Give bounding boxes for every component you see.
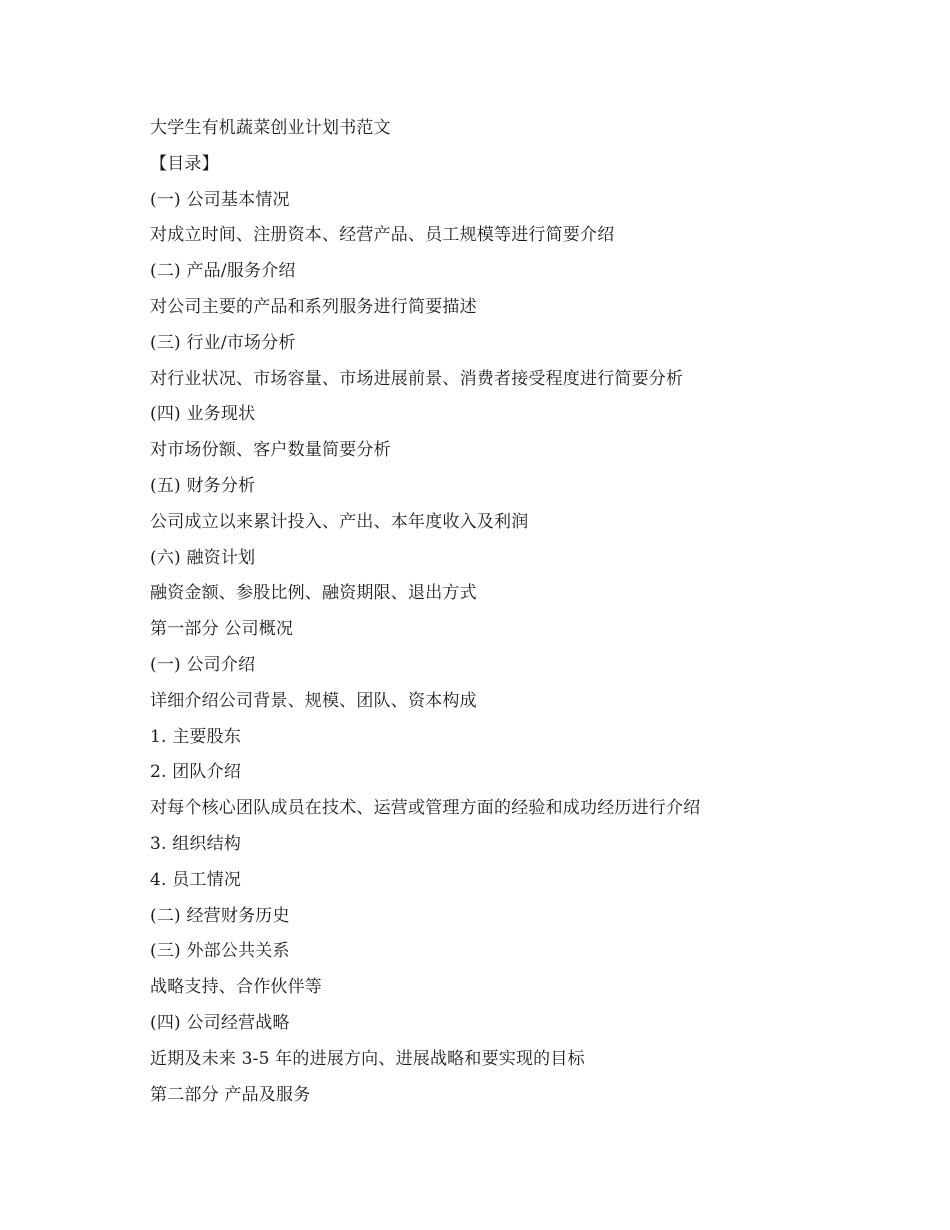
toc-item-1-desc: 对成立时间、注册资本、经营产品、员工规模等进行简要介绍 bbox=[150, 225, 615, 246]
section-public-relations-desc: 战略支持、合作伙伴等 bbox=[150, 977, 322, 998]
document-title: 大学生有机蔬菜创业计划书范文 bbox=[150, 118, 391, 138]
toc-item-4-desc: 对市场份额、客户数量简要分析 bbox=[150, 440, 391, 461]
toc-item-5: (五) 财务分析 bbox=[150, 475, 256, 496]
section-company-intro: (一) 公司介绍 bbox=[150, 654, 256, 675]
section-finance-history: (二) 经营财务历史 bbox=[150, 905, 290, 926]
section-strategy: (四) 公司经营战略 bbox=[150, 1012, 290, 1033]
subsection-org-structure: 3. 组织结构 bbox=[150, 833, 242, 854]
toc-heading: 【目录】 bbox=[150, 153, 219, 174]
document-body bbox=[150, 111, 870, 1113]
section-public-relations: (三) 外部公共关系 bbox=[150, 941, 290, 962]
toc-item-2: (二) 产品/服务介绍 bbox=[150, 261, 296, 282]
toc-item-3-desc: 对行业状况、市场容量、市场进展前景、消费者接受程度进行简要分析 bbox=[150, 368, 684, 389]
part-2-heading: 第二部分 产品及服务 bbox=[150, 1084, 311, 1105]
toc-item-1: (一) 公司基本情况 bbox=[150, 189, 290, 210]
section-company-intro-desc: 详细介绍公司背景、规模、团队、资本构成 bbox=[150, 690, 477, 711]
part-1-heading: 第一部分 公司概况 bbox=[150, 619, 294, 640]
section-strategy-desc: 近期及未来 3-5 年的进展方向、进展战略和要实现的目标 bbox=[150, 1048, 585, 1069]
toc-item-2-desc: 对公司主要的产品和系列服务进行简要描述 bbox=[150, 296, 477, 317]
toc-item-6-desc: 融资金额、参股比例、融资期限、退出方式 bbox=[150, 583, 477, 604]
subsection-team-desc: 对每个核心团队成员在技术、运营或管理方面的经验和成功经历进行介绍 bbox=[150, 798, 701, 819]
subsection-staff: 4. 员工情况 bbox=[150, 869, 242, 890]
toc-item-6: (六) 融资计划 bbox=[150, 547, 256, 568]
subsection-shareholders: 1. 主要股东 bbox=[150, 726, 242, 747]
toc-item-4: (四) 业务现状 bbox=[150, 404, 256, 425]
toc-item-3: (三) 行业/市场分析 bbox=[150, 332, 296, 353]
toc-item-5-desc: 公司成立以来累计投入、产出、本年度收入及利润 bbox=[150, 511, 529, 532]
subsection-team: 2. 团队介绍 bbox=[150, 762, 242, 783]
